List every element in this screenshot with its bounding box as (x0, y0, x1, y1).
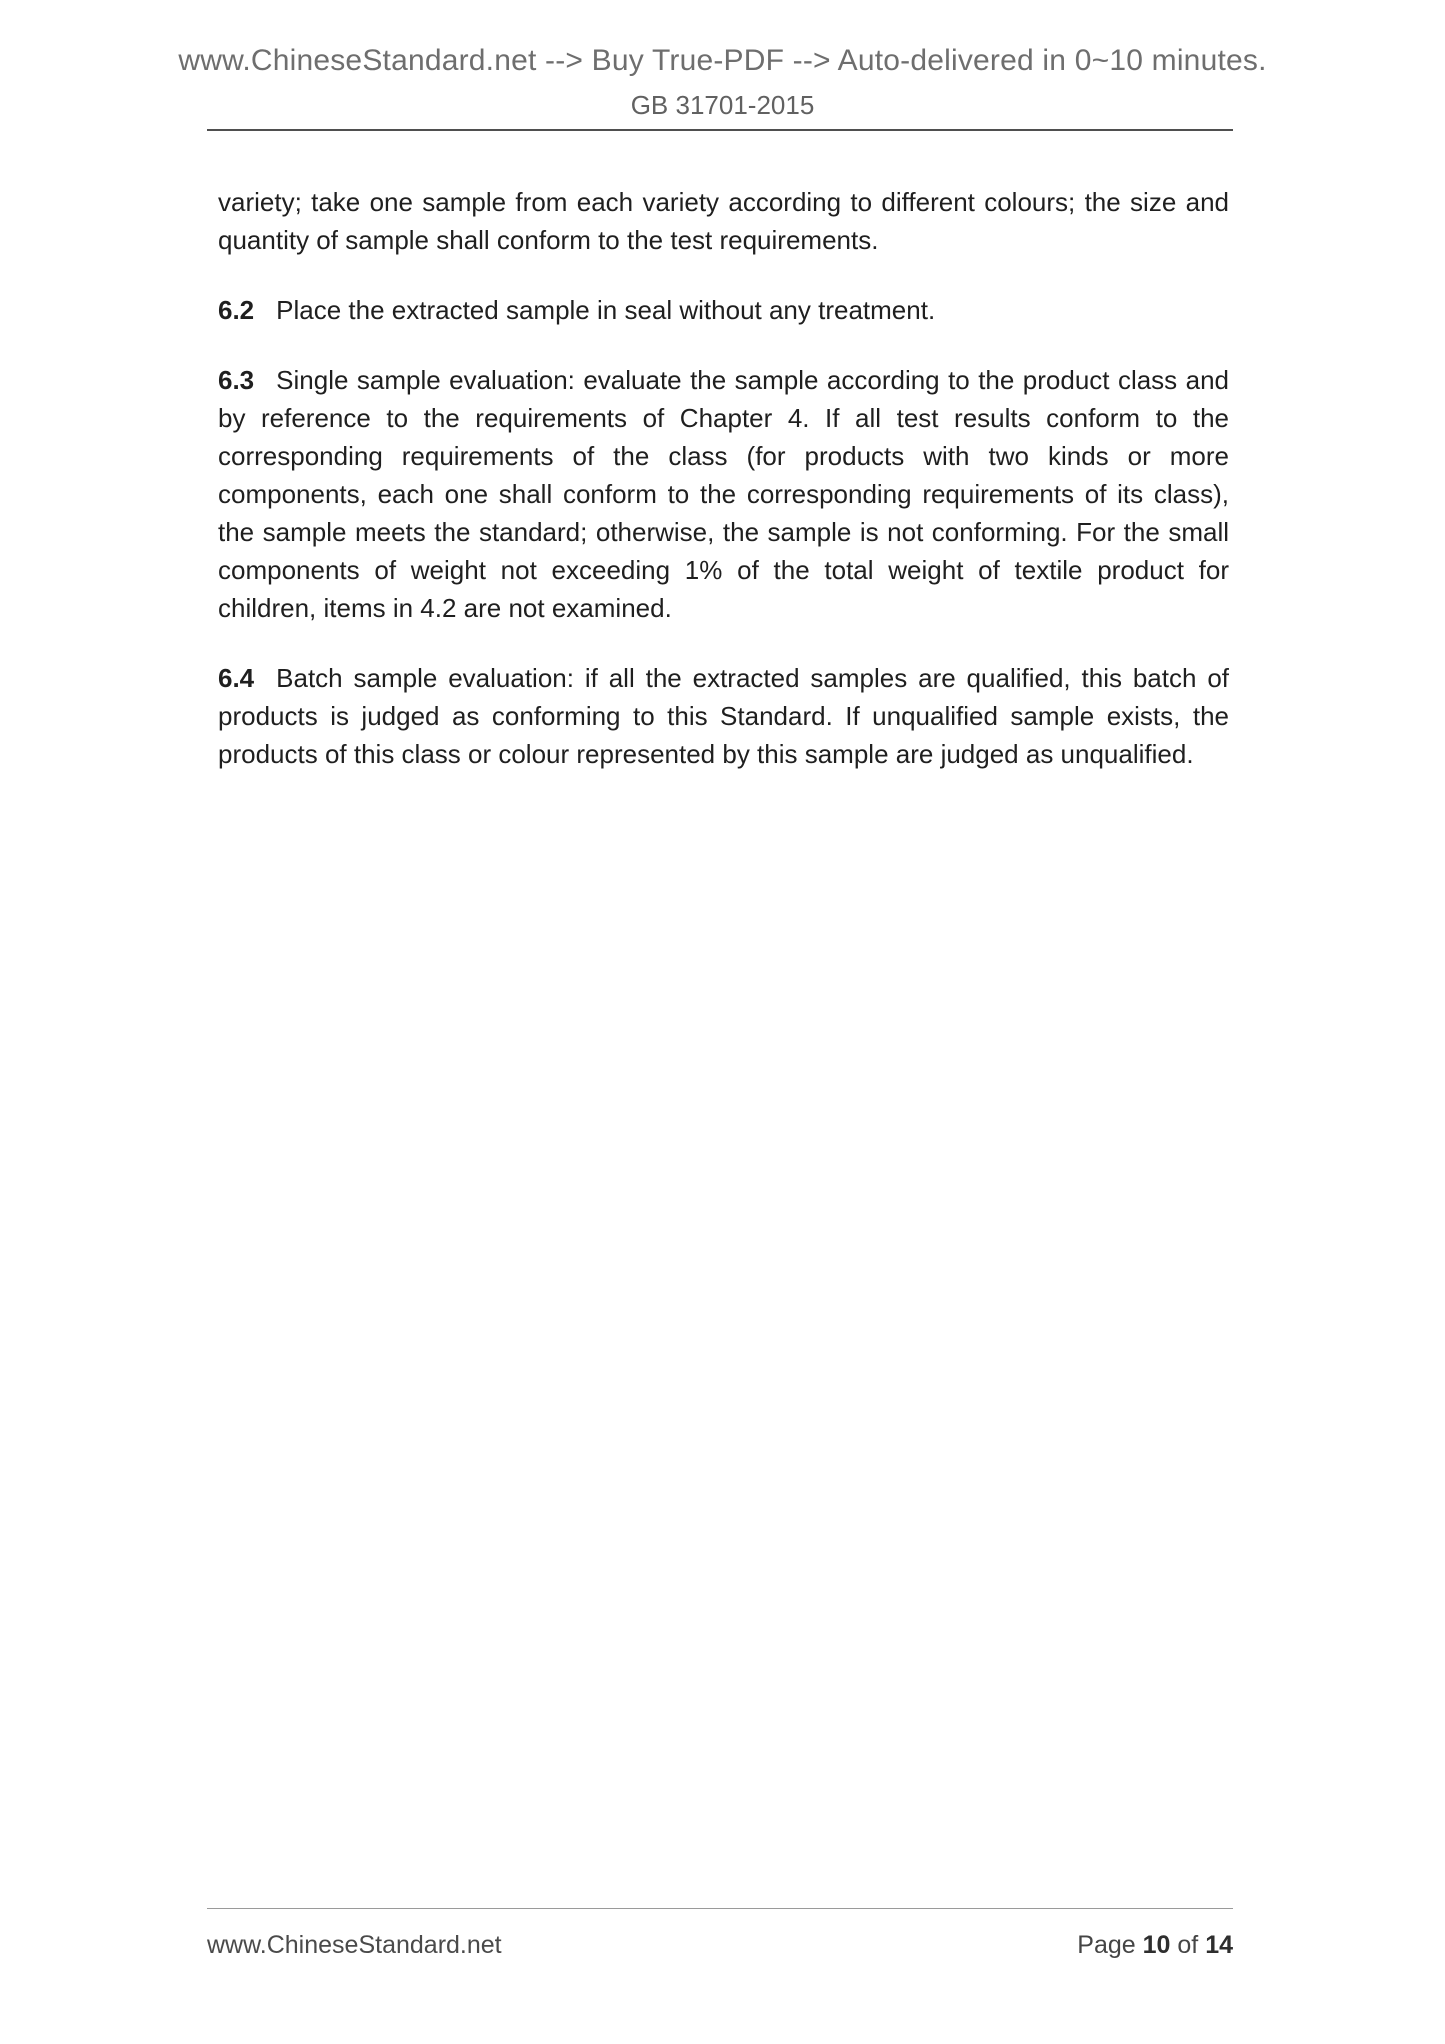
page-footer (207, 1908, 1233, 1960)
standard-code: GB 31701-2015 (630, 90, 815, 120)
document-body (218, 183, 1229, 773)
footer-row (207, 1931, 1233, 1960)
page-indicator (1077, 1931, 1233, 1960)
paragraph-6-4 (218, 659, 1229, 773)
section-number: 6.4 (218, 663, 255, 693)
section-number: 6.3 (218, 365, 255, 395)
footer-site-text: www.ChineseStandard.net (207, 1931, 502, 1959)
paragraph-6-3 (218, 361, 1229, 627)
paragraph-text: Single sample evaluation: evaluate the sample according to the product class and by reference to the requirements of Chapter 4. If all test results conform to the corresponding requirements of the class (for products with two kinds or more components, each one shall conform to the corresponding requirements of its class), the sample meets the standard; otherwise, the sample is not conforming. For the small components of weight not exceeding 1% of the total weight of textile product for children, items in 4.2 are not examined. (218, 365, 1229, 623)
page-total: 14 (1205, 1931, 1233, 1959)
page-header (0, 0, 1445, 129)
page-number: 10 (1142, 1931, 1171, 1959)
paragraph-6-2 (218, 291, 1229, 329)
page-label: Page (1077, 1931, 1143, 1959)
page-of-label: of (1170, 1931, 1206, 1959)
header-promo-text: www.ChineseStandard.net --> Buy True-PDF --> Auto-delivered in 0~10 minutes. (178, 44, 1267, 77)
section-number: 6.2 (218, 295, 255, 325)
footer-rule (207, 1908, 1233, 1909)
header-rule (207, 129, 1233, 131)
paragraph-text: variety; take one sample from each variety according to different colours; the size and quantity of sample shall conform to the test requirements. (218, 187, 1229, 255)
paragraph-text: Place the extracted sample in seal without any treatment. (276, 295, 936, 325)
paragraph-text: Batch sample evaluation: if all the extracted samples are qualified, this batch of products is judged as conforming to this Standard. If unqualified sample exists, the products of this class or colour represented by this sample are judged as unqualified. (218, 663, 1229, 769)
paragraph-continuation (218, 183, 1229, 259)
